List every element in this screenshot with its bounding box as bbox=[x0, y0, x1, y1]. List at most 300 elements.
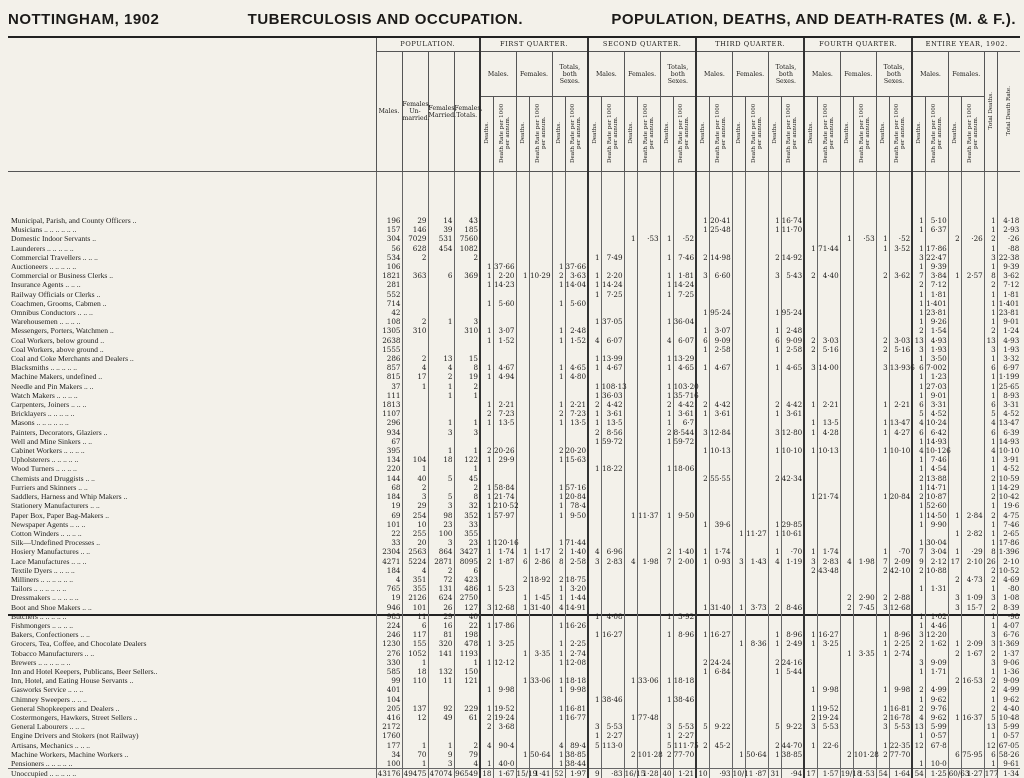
table-cell bbox=[402, 262, 428, 271]
table-cell: 1 bbox=[696, 547, 709, 556]
table-cell bbox=[840, 326, 853, 335]
table-cell bbox=[853, 575, 876, 584]
table-cell: 1 bbox=[696, 446, 709, 455]
table-cell bbox=[889, 584, 912, 593]
table-cell bbox=[673, 372, 696, 381]
table-cell: 2126 bbox=[402, 593, 428, 602]
table-cell: 4·52 bbox=[997, 464, 1020, 473]
table-row bbox=[8, 418, 1020, 427]
table-cell: 2·65 bbox=[997, 529, 1020, 538]
table-cell bbox=[768, 649, 781, 658]
table-cell bbox=[601, 326, 624, 335]
table-cell: 3 bbox=[480, 603, 493, 612]
table-cell bbox=[745, 676, 768, 685]
table-cell bbox=[804, 391, 817, 400]
table-cell: 1 bbox=[912, 244, 925, 253]
table-cell: 224 bbox=[376, 621, 402, 630]
table-cell bbox=[961, 354, 984, 363]
table-cell: 2 bbox=[768, 658, 781, 667]
pop-females-totals-header: Females, Totals. bbox=[454, 52, 480, 172]
table-cell bbox=[552, 253, 565, 262]
table-cell bbox=[732, 455, 745, 464]
table-cell: 12·20 bbox=[925, 630, 948, 639]
table-cell: 4·99 bbox=[997, 685, 1020, 694]
table-cell bbox=[696, 455, 709, 464]
table-cell: 1 bbox=[480, 511, 493, 520]
table-cell: 1 bbox=[948, 639, 961, 648]
table-cell: 229 bbox=[454, 704, 480, 713]
table-cell: 134 bbox=[376, 455, 402, 464]
table-cell bbox=[889, 511, 912, 520]
table-cell bbox=[673, 667, 696, 676]
table-cell bbox=[493, 464, 516, 473]
table-cell bbox=[961, 326, 984, 335]
table-cell: 1 bbox=[768, 172, 781, 226]
table-cell bbox=[660, 575, 673, 584]
table-cell bbox=[804, 299, 817, 308]
table-cell bbox=[516, 722, 529, 731]
table-cell bbox=[624, 280, 637, 289]
table-cell bbox=[673, 474, 696, 483]
table-cell: 1 bbox=[660, 612, 673, 621]
table-cell bbox=[889, 308, 912, 317]
table-cell bbox=[840, 759, 853, 769]
table-cell: 22·38 bbox=[997, 253, 1020, 262]
deaths-header bbox=[912, 97, 925, 172]
table-cell bbox=[402, 695, 428, 704]
table-cell bbox=[480, 225, 493, 234]
table-row bbox=[8, 244, 1020, 253]
table-cell: 43176 bbox=[376, 769, 402, 778]
table-cell bbox=[804, 354, 817, 363]
table-cell bbox=[853, 511, 876, 520]
occupation-label: Grocers, Tea, Coffee, and Chocolate Dealers bbox=[8, 639, 376, 648]
table-cell: 1760 bbox=[376, 731, 402, 740]
table-cell bbox=[709, 262, 732, 271]
table-cell: 4·27 bbox=[889, 428, 912, 437]
table-cell: 1·81 bbox=[925, 290, 948, 299]
table-cell bbox=[601, 345, 624, 354]
table-cell bbox=[732, 317, 745, 326]
table-row bbox=[8, 280, 1020, 289]
table-cell bbox=[480, 437, 493, 446]
table-cell bbox=[853, 271, 876, 280]
table-cell bbox=[624, 391, 637, 400]
table-cell bbox=[552, 529, 565, 538]
table-cell: 196 bbox=[376, 172, 402, 226]
table-row bbox=[8, 308, 1020, 317]
table-cell bbox=[948, 172, 961, 226]
table-cell: 3·50 bbox=[925, 354, 948, 363]
table-row bbox=[8, 345, 1020, 354]
table-cell: 395 bbox=[376, 446, 402, 455]
table-cell bbox=[876, 382, 889, 391]
deaths-header bbox=[588, 97, 601, 172]
table-cell: 1 bbox=[588, 695, 601, 704]
table-cell: 185 bbox=[454, 225, 480, 234]
table-cell: 14·24 bbox=[673, 280, 696, 289]
table-cell bbox=[961, 428, 984, 437]
table-cell: 22·47 bbox=[925, 253, 948, 262]
table-cell bbox=[732, 428, 745, 437]
table-cell bbox=[961, 244, 984, 253]
table-cell: 2·58 bbox=[565, 557, 588, 566]
table-cell bbox=[588, 575, 601, 584]
table-cell bbox=[660, 501, 673, 510]
occupation-label: Tailors .. .. .. .. .. .. bbox=[8, 584, 376, 593]
table-cell bbox=[529, 621, 552, 630]
table-cell: 1 bbox=[588, 418, 601, 427]
table-row bbox=[8, 695, 1020, 704]
table-cell: 110 bbox=[402, 676, 428, 685]
table-cell bbox=[493, 529, 516, 538]
table-row bbox=[8, 759, 1020, 769]
table-cell: 1 bbox=[912, 501, 925, 510]
table-cell bbox=[493, 750, 516, 759]
table-cell: 1 bbox=[696, 225, 709, 234]
table-cell: 296 bbox=[376, 418, 402, 427]
table-cell bbox=[732, 520, 745, 529]
table-cell: 56 bbox=[376, 244, 402, 253]
header-third-quarter: THIRD QUARTER. bbox=[696, 38, 804, 52]
table-cell: 9·22 bbox=[709, 722, 732, 731]
table-cell: 1 bbox=[480, 271, 493, 280]
table-cell bbox=[588, 455, 601, 464]
table-cell bbox=[480, 630, 493, 639]
table-cell: 1 bbox=[696, 172, 709, 226]
table-cell: 3 bbox=[984, 630, 997, 639]
occupation-label: Artisans, Mechanics .. .. .. bbox=[8, 741, 376, 750]
table-cell bbox=[840, 529, 853, 538]
occupation-label: Hosiery Manufactures .. .. bbox=[8, 547, 376, 556]
table-cell: 15·63 bbox=[565, 455, 588, 464]
table-cell bbox=[696, 593, 709, 602]
table-cell: 1 bbox=[984, 455, 997, 464]
table-cell: 38·85 bbox=[565, 750, 588, 759]
table-cell: 2 bbox=[840, 593, 853, 602]
table-cell: 59·72 bbox=[601, 437, 624, 446]
table-cell: 18 bbox=[428, 455, 454, 464]
table-cell bbox=[804, 234, 817, 243]
table-cell bbox=[601, 372, 624, 381]
table-cell bbox=[853, 290, 876, 299]
table-cell: 983 bbox=[376, 612, 402, 621]
table-cell bbox=[529, 225, 552, 234]
table-cell: 1 bbox=[402, 759, 428, 769]
death-rate-header bbox=[493, 97, 516, 172]
table-cell bbox=[709, 382, 732, 391]
table-cell: 12 bbox=[402, 713, 428, 722]
table-row bbox=[8, 649, 1020, 658]
table-body bbox=[8, 172, 1020, 778]
table-cell: 67 bbox=[376, 437, 402, 446]
table-cell: 5 bbox=[984, 713, 997, 722]
table-cell bbox=[709, 290, 732, 299]
table-cell: 106 bbox=[376, 262, 402, 271]
table-cell: 3·63 bbox=[565, 271, 588, 280]
deaths-header-label: Deaths. bbox=[520, 122, 526, 144]
table-cell bbox=[768, 612, 781, 621]
table-cell bbox=[840, 612, 853, 621]
table-cell bbox=[804, 308, 817, 317]
table-cell bbox=[529, 382, 552, 391]
table-cell bbox=[493, 244, 516, 253]
table-cell: 1 bbox=[912, 511, 925, 520]
table-cell bbox=[565, 437, 588, 446]
table-cell bbox=[588, 308, 601, 317]
table-cell: 4·67 bbox=[493, 363, 516, 372]
table-cell bbox=[876, 437, 889, 446]
table-cell bbox=[516, 685, 529, 694]
table-cell bbox=[840, 741, 853, 750]
table-cell: 1·52 bbox=[565, 336, 588, 345]
table-cell bbox=[709, 372, 732, 381]
table-cell bbox=[961, 455, 984, 464]
table-cell: 1·45 bbox=[529, 593, 552, 602]
table-cell bbox=[732, 593, 745, 602]
table-cell: 2 bbox=[768, 603, 781, 612]
table-cell: 2 bbox=[804, 336, 817, 345]
table-cell: 2 bbox=[912, 280, 925, 289]
table-cell bbox=[660, 538, 673, 547]
table-cell: 12·68 bbox=[493, 603, 516, 612]
table-cell bbox=[565, 731, 588, 740]
table-row bbox=[8, 501, 1020, 510]
table-cell: 14·91 bbox=[565, 603, 588, 612]
table-cell bbox=[529, 731, 552, 740]
table-cell bbox=[637, 621, 660, 630]
table-cell bbox=[428, 345, 454, 354]
table-cell: 1 bbox=[876, 244, 889, 253]
table-cell bbox=[480, 593, 493, 602]
table-cell bbox=[454, 400, 480, 409]
table-cell bbox=[853, 639, 876, 648]
table-cell: 7·23 bbox=[493, 409, 516, 418]
table-cell: 1 bbox=[696, 345, 709, 354]
table-cell: 1 bbox=[480, 455, 493, 464]
table-cell bbox=[853, 437, 876, 446]
table-cell: 1 bbox=[840, 234, 853, 243]
table-cell bbox=[709, 244, 732, 253]
table-cell: 121 bbox=[454, 676, 480, 685]
table-cell: 4 bbox=[912, 713, 925, 722]
table-cell: 205 bbox=[376, 704, 402, 713]
table-cell bbox=[768, 464, 781, 473]
table-cell bbox=[673, 483, 696, 492]
table-cell: 1 bbox=[876, 428, 889, 437]
table-cell: 1 bbox=[876, 418, 889, 427]
death-rate-header bbox=[565, 97, 588, 172]
table-cell bbox=[516, 308, 529, 317]
table-cell bbox=[660, 308, 673, 317]
table-cell bbox=[768, 418, 781, 427]
table-cell bbox=[516, 428, 529, 437]
occupation-label: Unoccupied .. .. .. .. .. bbox=[8, 769, 376, 778]
table-cell bbox=[732, 584, 745, 593]
table-cell bbox=[768, 621, 781, 630]
table-cell bbox=[961, 658, 984, 667]
table-cell bbox=[948, 630, 961, 639]
table-cell bbox=[428, 336, 454, 345]
table-cell: 5 bbox=[588, 741, 601, 750]
table-cell: 330 bbox=[376, 658, 402, 667]
table-cell bbox=[732, 501, 745, 510]
table-row bbox=[8, 704, 1020, 713]
table-cell: 122 bbox=[454, 455, 480, 464]
table-cell bbox=[529, 520, 552, 529]
table-cell bbox=[480, 391, 493, 400]
table-cell bbox=[601, 593, 624, 602]
table-cell: 1 bbox=[480, 280, 493, 289]
table-cell: 7·25 bbox=[601, 290, 624, 299]
table-cell: 184 bbox=[376, 492, 402, 501]
table-cell bbox=[601, 639, 624, 648]
table-cell: 10 bbox=[696, 769, 709, 778]
table-cell: 2 bbox=[768, 400, 781, 409]
death-rate-header bbox=[709, 97, 732, 172]
table-row bbox=[8, 538, 1020, 547]
table-cell bbox=[817, 290, 840, 299]
table-cell: 11·70 bbox=[781, 225, 804, 234]
table-cell: 19·24 bbox=[817, 713, 840, 722]
table-cell bbox=[961, 363, 984, 372]
death-rate-header-label: Death Rate per 1000 per annum. bbox=[786, 98, 798, 168]
death-rate-header-label: Death Rate per 1000 per annum. bbox=[535, 98, 547, 168]
table-cell bbox=[745, 685, 768, 694]
table-cell: 4 bbox=[912, 418, 925, 427]
table-cell bbox=[840, 428, 853, 437]
table-cell: 47074 bbox=[428, 769, 454, 778]
table-cell: 1 bbox=[588, 280, 601, 289]
table-cell: 1 bbox=[480, 584, 493, 593]
table-cell: 3 bbox=[454, 428, 480, 437]
table-cell bbox=[673, 308, 696, 317]
table-cell bbox=[637, 345, 660, 354]
occupation-label: Machine Makers, undefined .. bbox=[8, 372, 376, 381]
table-cell bbox=[637, 722, 660, 731]
table-cell bbox=[804, 262, 817, 271]
table-cell bbox=[588, 649, 601, 658]
table-cell bbox=[732, 483, 745, 492]
table-cell bbox=[745, 437, 768, 446]
table-cell: 4·69 bbox=[997, 575, 1020, 584]
table-cell bbox=[961, 290, 984, 299]
table-cell bbox=[637, 428, 660, 437]
table-cell bbox=[493, 566, 516, 575]
table-cell: 4·52 bbox=[925, 409, 948, 418]
table-cell: 95·24 bbox=[709, 308, 732, 317]
table-cell bbox=[565, 382, 588, 391]
table-cell bbox=[624, 621, 637, 630]
table-cell: 3·07 bbox=[493, 326, 516, 335]
table-cell: 19 bbox=[376, 501, 402, 510]
table-cell bbox=[709, 538, 732, 547]
table-cell: 2·20 bbox=[601, 271, 624, 280]
table-row bbox=[8, 474, 1020, 483]
table-row bbox=[8, 382, 1020, 391]
table-cell bbox=[876, 391, 889, 400]
table-cell bbox=[745, 658, 768, 667]
table-row bbox=[8, 234, 1020, 243]
table-cell: 4 bbox=[588, 336, 601, 345]
table-cell: 1 bbox=[984, 299, 997, 308]
table-cell: 3·20 bbox=[565, 584, 588, 593]
table-cell bbox=[817, 225, 840, 234]
table-cell bbox=[781, 759, 804, 769]
table-cell: 10·13 bbox=[817, 446, 840, 455]
table-cell: 7560 bbox=[454, 234, 480, 243]
table-cell: 1 bbox=[516, 649, 529, 658]
table-cell: 2 bbox=[660, 750, 673, 759]
table-cell: 1 bbox=[912, 483, 925, 492]
table-cell: 4 bbox=[912, 446, 925, 455]
table-cell: 1 bbox=[912, 612, 925, 621]
table-cell bbox=[624, 649, 637, 658]
table-cell bbox=[853, 428, 876, 437]
table-cell: 30·04 bbox=[925, 538, 948, 547]
table-cell bbox=[529, 400, 552, 409]
table-cell bbox=[853, 731, 876, 740]
table-cell: ·53 bbox=[637, 234, 660, 243]
table-cell: 1·44 bbox=[565, 593, 588, 602]
table-cell bbox=[709, 317, 732, 326]
occupation-label: Needle and Pin Makers .. .. bbox=[8, 382, 376, 391]
table-cell bbox=[516, 299, 529, 308]
table-cell: 1 bbox=[660, 354, 673, 363]
table-cell: 2563 bbox=[402, 547, 428, 556]
table-cell: 2·27 bbox=[673, 731, 696, 740]
table-cell: 1 bbox=[768, 446, 781, 455]
table-cell bbox=[804, 695, 817, 704]
table-cell bbox=[601, 234, 624, 243]
table-cell: 1 bbox=[840, 649, 853, 658]
table-cell bbox=[876, 584, 889, 593]
table-cell bbox=[529, 354, 552, 363]
table-cell: 1 bbox=[660, 253, 673, 262]
table-cell: 4·99 bbox=[925, 685, 948, 694]
table-cell: 16·37 bbox=[961, 713, 984, 722]
table-cell: 10·10 bbox=[889, 446, 912, 455]
table-cell bbox=[961, 520, 984, 529]
table-cell bbox=[624, 547, 637, 556]
table-cell bbox=[745, 621, 768, 630]
table-cell: 2·21 bbox=[889, 400, 912, 409]
table-cell bbox=[840, 308, 853, 317]
table-cell bbox=[709, 492, 732, 501]
table-cell: 1 bbox=[768, 308, 781, 317]
table-cell: 1 bbox=[660, 630, 673, 639]
occupation-label: Brewers .. .. .. .. .. .. bbox=[8, 658, 376, 667]
table-cell bbox=[624, 345, 637, 354]
occupation-label: Tobacco Manufacturers .. .. bbox=[8, 649, 376, 658]
table-cell bbox=[480, 667, 493, 676]
table-cell bbox=[840, 566, 853, 575]
page-title bbox=[0, 4, 1024, 34]
table-cell bbox=[840, 363, 853, 372]
table-cell: 5 bbox=[660, 741, 673, 750]
table-cell bbox=[804, 658, 817, 667]
table-cell bbox=[637, 612, 660, 621]
table-cell bbox=[428, 722, 454, 731]
table-cell bbox=[480, 575, 493, 584]
table-cell: 2·84 bbox=[961, 511, 984, 520]
table-cell bbox=[853, 759, 876, 769]
table-cell: 17 bbox=[402, 372, 428, 381]
table-cell bbox=[637, 529, 660, 538]
table-cell: 1 bbox=[552, 639, 565, 648]
table-cell bbox=[817, 372, 840, 381]
table-cell bbox=[454, 731, 480, 740]
